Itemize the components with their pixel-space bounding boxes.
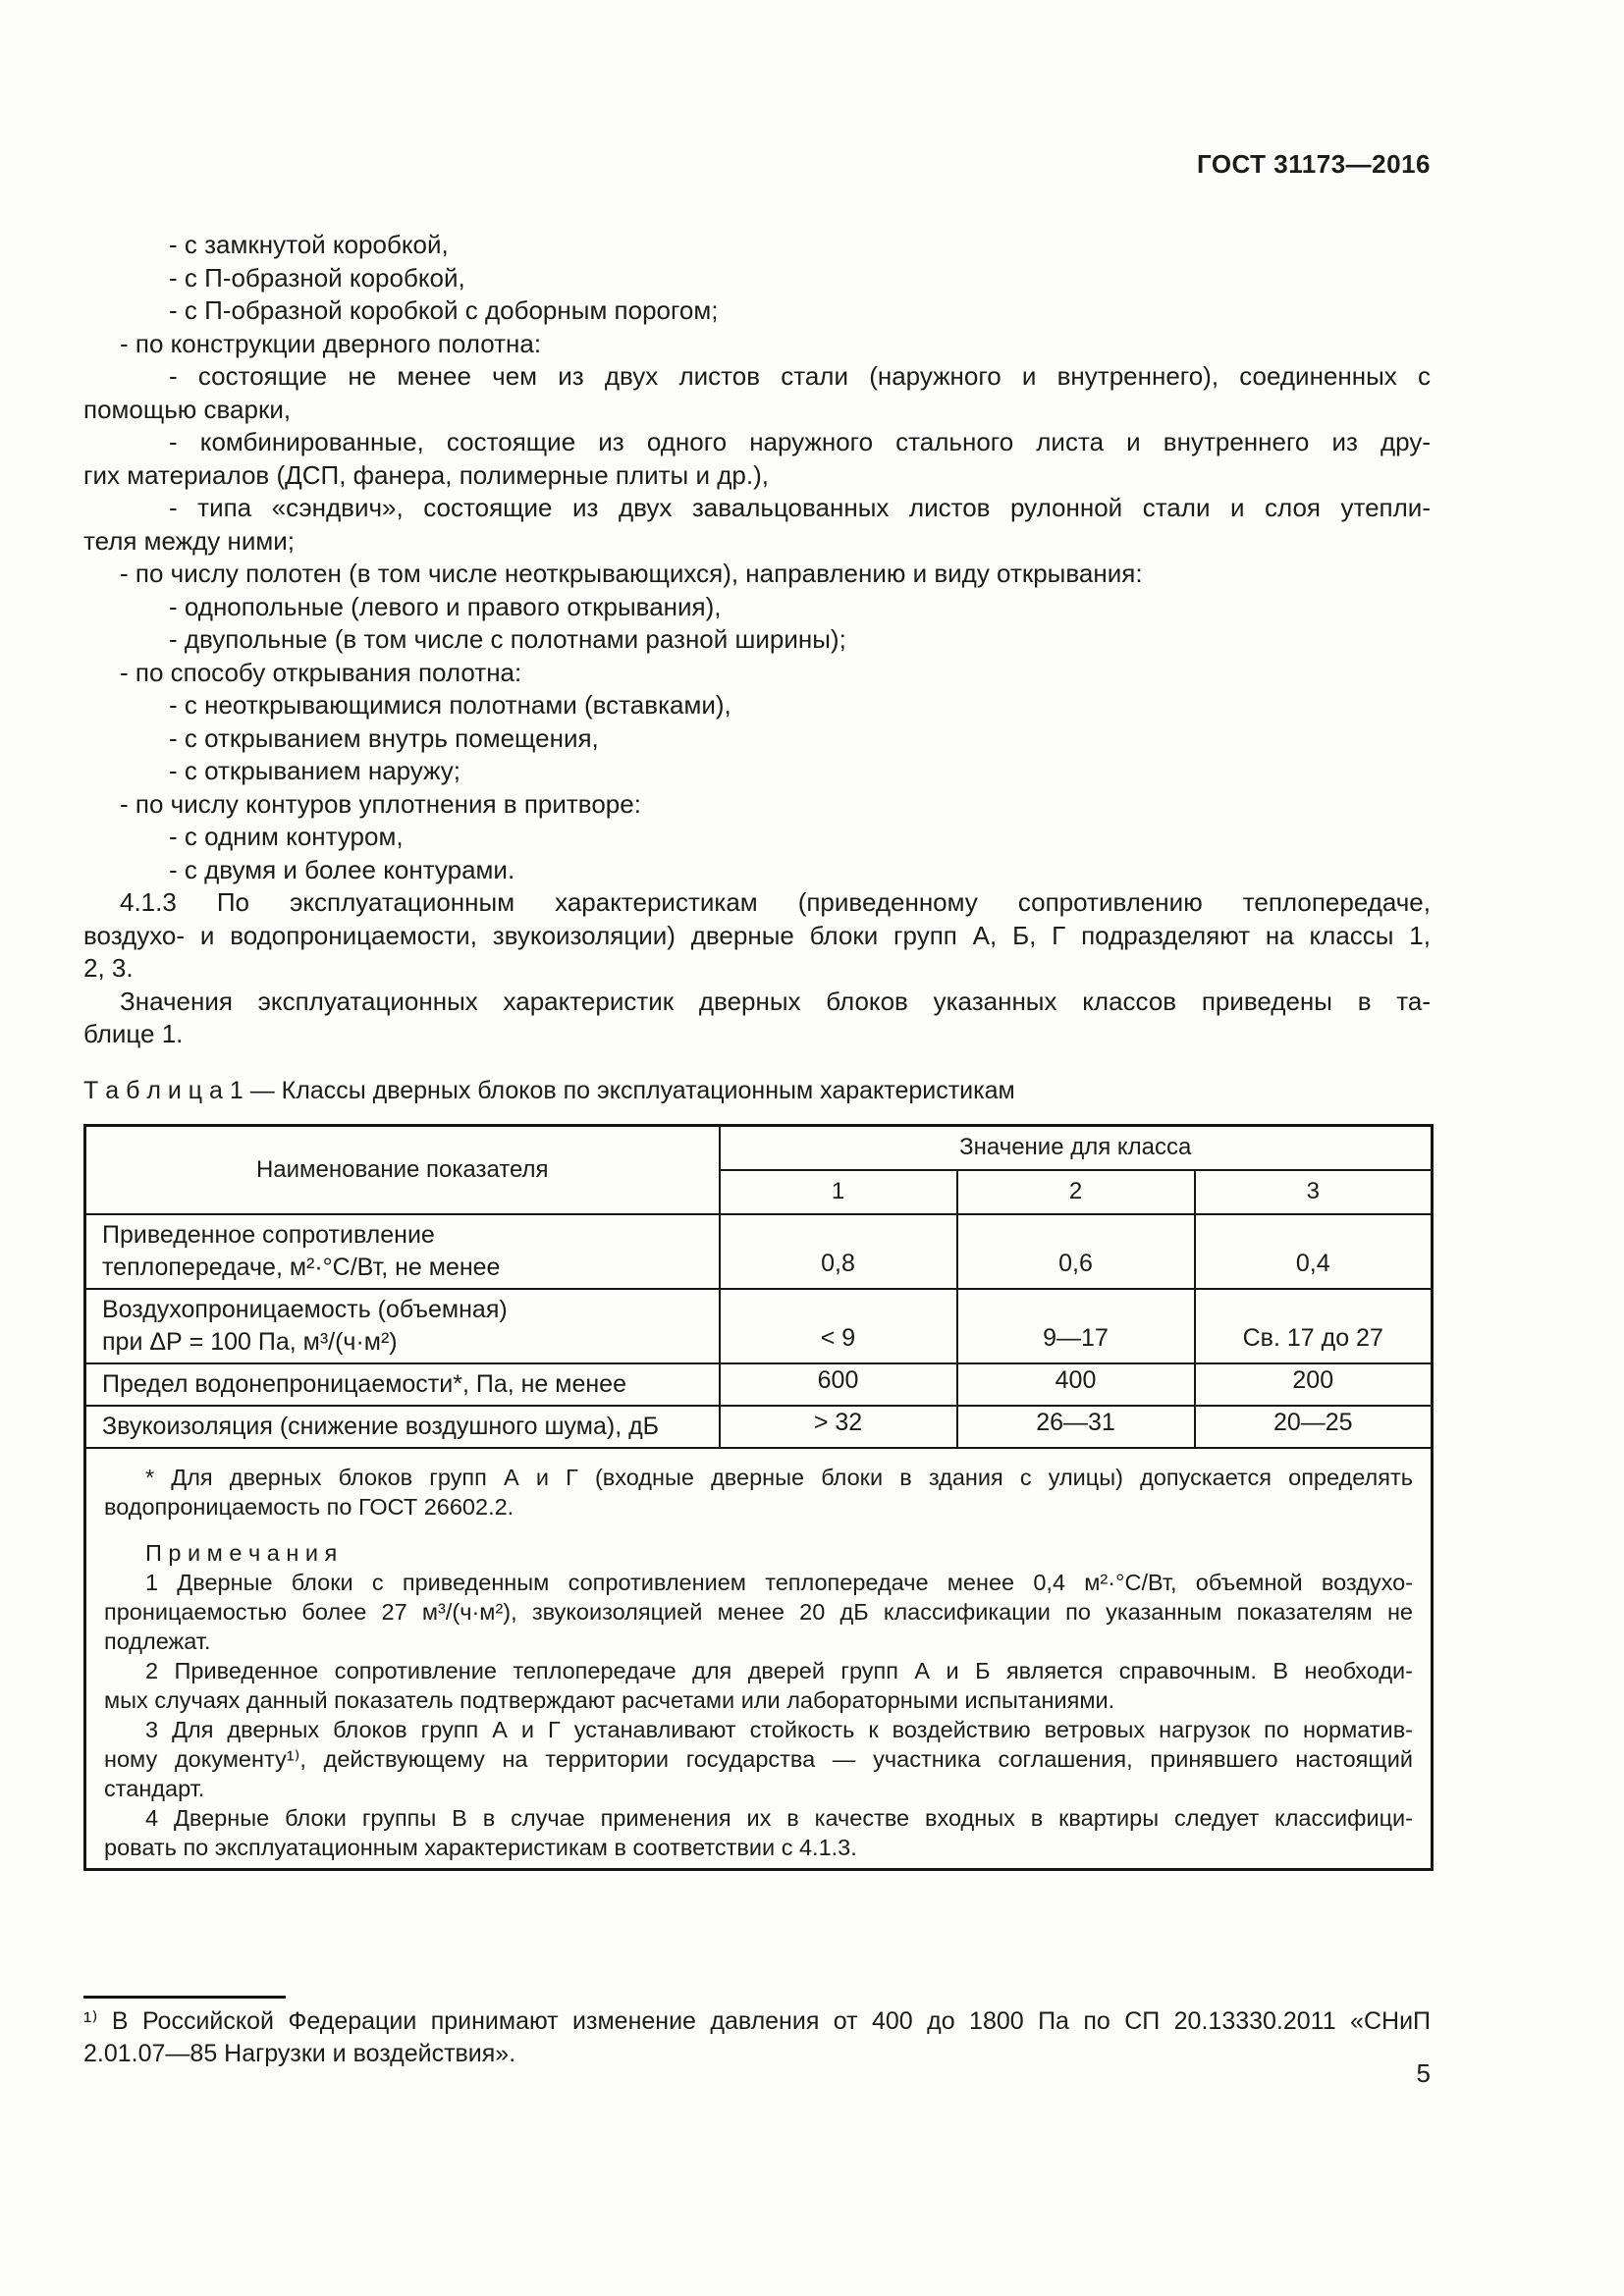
text-line: - по числу контуров уплотнения в притворе:: [120, 788, 641, 819]
text-line: - с открыванием наружу;: [169, 756, 461, 785]
note-line: ровать по эксплуатационным характеристикам в соответствии с 4.1.3.: [104, 1834, 857, 1860]
text-line: - с замкнутой коробкой,: [169, 230, 449, 259]
text-line: теля между ними;: [83, 525, 296, 556]
text-line: помощью сварки,: [83, 394, 292, 424]
body-text: [83, 229, 1431, 1051]
text-line: - по конструкции дверного полотна:: [120, 328, 542, 358]
footnote-line: водопроницаемость по ГОСТ 26602.2.: [104, 1493, 514, 1520]
note-line: 3 Для дверных блоков групп А и Г устанавливают стойкость к воздействию ветровых нагрузок по норматив-: [145, 1716, 1413, 1742]
value-class-3-cell: Св. 17 до 27: [1195, 1289, 1433, 1363]
col-header-name: Наименование показателя: [85, 1126, 720, 1214]
value-class-2-cell: 0,6: [957, 1214, 1195, 1289]
value-class-1-cell: < 9: [720, 1289, 957, 1363]
col-header-class-3: 3: [1195, 1170, 1433, 1214]
note-line: ному документу¹⁾, действующему на территории государства — участника соглашения, принявшего настоящий: [104, 1745, 1413, 1772]
text-line: - по способу открывания полотна:: [120, 657, 522, 687]
col-header-value-group: Значение для класса: [720, 1126, 1433, 1170]
note-line: мых случаях данный показатель подтверждают расчетами или лабораторными испытаниями.: [104, 1686, 1115, 1713]
indicator-line-2: при ΔР = 100 Па, м³/(ч·м²): [102, 1327, 398, 1356]
table-footnote-cell: [85, 1448, 1433, 1870]
text-line: - по числу полотен (в том числе неоткрывающихся), направлению и виду открывания:: [120, 559, 1143, 588]
text-line: гих материалов (ДСП, фанера, полимерные плиты и др.),: [83, 459, 769, 490]
text-line: блице 1.: [83, 1019, 184, 1048]
text-line: Значения эксплуатационных характеристик дверных блоков указанных классов приведены в та-: [120, 986, 1431, 1016]
text-line: - типа «сэндвич», состоящие из двух завальцованных листов рулонной стали и слоя утепли-: [169, 493, 1431, 522]
page-content: [83, 229, 1431, 1871]
footnote-line: * Для дверных блоков групп А и Г (входные дверные блоки в здания с улицы) допускается определять: [145, 1464, 1413, 1490]
text-line: воздухо- и водопроницаемости, звукоизоляции) дверные блоки групп А, Б, Г подразделяют на классы 1,: [83, 920, 1431, 950]
notes-label: П р и м е ч а н и я: [145, 1539, 338, 1566]
indicator-line-1: Предел водонепроницаемости*, Па, не менее: [102, 1369, 626, 1398]
value-class-3-cell: 0,4: [1195, 1214, 1433, 1289]
text-line: 2, 3.: [83, 953, 134, 983]
table-row: [85, 1363, 1433, 1406]
text-line: - комбинированные, состоящие из одного наружного стального листа и внутреннего из дру-: [169, 427, 1431, 456]
value-class-2-cell: 26—31: [957, 1406, 1195, 1448]
table-row: [85, 1406, 1433, 1448]
indicator-line-1: Приведенное сопротивление: [102, 1220, 435, 1249]
indicator-line-1: Воздухопроницаемость (объемная): [102, 1295, 508, 1323]
text-line: - с открыванием внутрь помещения,: [169, 722, 599, 753]
text-line: - двупольные (в том числе с полотнами разной ширины);: [169, 624, 846, 654]
page-number: 5: [1416, 2058, 1431, 2088]
value-class-3-cell: 20—25: [1195, 1406, 1433, 1448]
value-class-2-cell: 400: [957, 1363, 1195, 1406]
indicator-line-1: Звукоизоляция (снижение воздушного шума), дБ: [102, 1412, 660, 1440]
text-line: - состоящие не менее чем из двух листов стали (наружного и внутреннего), соединенных с: [169, 361, 1431, 391]
text-line: - с неоткрывающимися полотнами (вставками),: [169, 690, 731, 720]
table-row: [85, 1289, 1433, 1363]
text-line: - с двумя и более контурами.: [169, 854, 515, 884]
value-class-1-cell: > 32: [720, 1406, 957, 1448]
indicator-line-2: теплопередаче, м²·°С/Вт, не менее: [102, 1253, 501, 1281]
text-line: - однопольные (левого и правого открывания),: [169, 591, 722, 621]
value-class-1-cell: 600: [720, 1363, 957, 1406]
note-line: 4 Дверные блоки группы В в случае применения их в качестве входных в квартиры следует классифици-: [145, 1804, 1413, 1831]
table-row: [85, 1214, 1433, 1289]
value-class-2-cell: 9—17: [957, 1289, 1195, 1363]
table-footnote: [104, 1463, 1413, 1522]
doc-number: ГОСТ 31173—2016: [1196, 149, 1431, 179]
text-line: - с П-образной коробкой с доборным порогом;: [169, 295, 719, 325]
note-line: 1 Дверные блоки с приведенным сопротивлением теплопередаче менее 0,4 м²·°С/Вт, объемной воздухо-: [145, 1569, 1413, 1595]
note-line: 2 Приведенное сопротивление теплопередаче для дверей групп А и Б является справочным. В необходи-: [145, 1657, 1413, 1683]
spec-table: [83, 1124, 1434, 1871]
indicator-name-cell: [85, 1214, 720, 1289]
indicator-name-cell: [85, 1363, 720, 1406]
page-footnote-line: 2.01.07—85 Нагрузки и воздействия».: [83, 2040, 516, 2067]
col-header-class-2: 2: [957, 1170, 1195, 1214]
col-header-class-1: 1: [720, 1170, 957, 1214]
note-line: стандарт.: [104, 1775, 205, 1801]
table-caption: Т а б л и ц а 1 — Классы дверных блоков по эксплуатационным характеристикам: [83, 1076, 1015, 1104]
text-line: 4.1.3 По эксплуатационным характеристикам (приведенному сопротивлению теплопередаче,: [120, 887, 1431, 917]
note-line: подлежат.: [104, 1628, 211, 1654]
indicator-name-cell: [85, 1406, 720, 1448]
text-line: - с П-образной коробкой,: [169, 262, 465, 293]
note-line: проницаемостью более 27 м³/(ч·м²), звукоизоляцией менее 20 дБ классификации по указанным показателям не: [104, 1598, 1413, 1625]
indicator-name-cell: [85, 1289, 720, 1363]
text-line: - с одним контуром,: [169, 822, 404, 851]
value-class-1-cell: 0,8: [720, 1214, 957, 1289]
table-notes: [104, 1568, 1413, 1862]
page-footnote-line: ¹⁾ В Российской Федерации принимают изменение давления от 400 до 1800 Па по СП 20.13330.2011 «СНиП: [83, 2007, 1431, 2035]
value-class-3-cell: 200: [1195, 1363, 1433, 1406]
footnote-separator-rule: [83, 1996, 286, 1999]
